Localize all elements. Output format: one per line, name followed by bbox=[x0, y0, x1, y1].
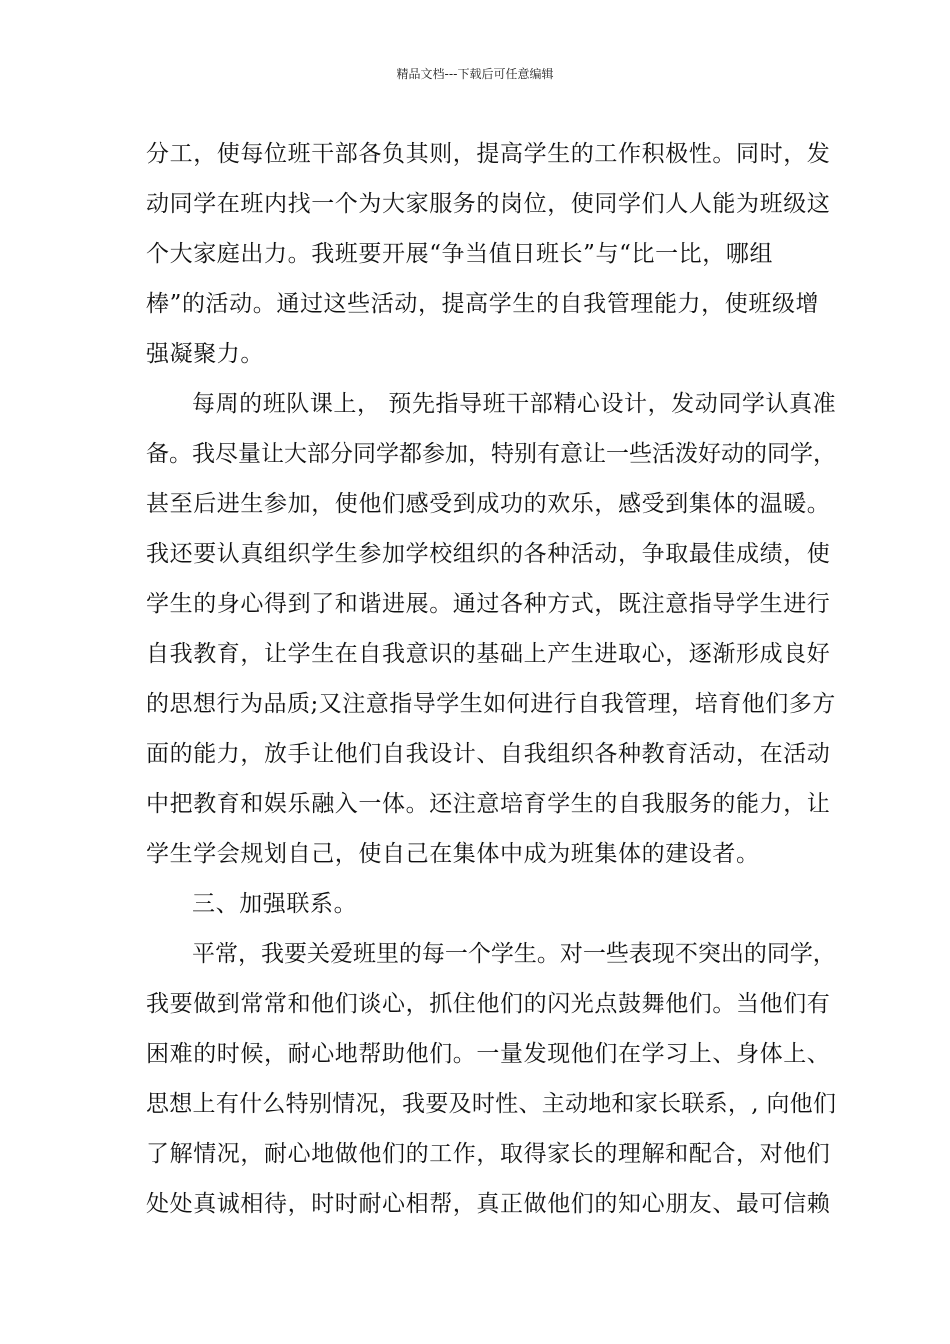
text-line: 中把教育和娱乐融入一体。还注意培育学生的自我服务的能力，让 bbox=[146, 791, 831, 817]
page-header: 精品文档---下载后可任意编辑 bbox=[396, 67, 554, 81]
text-line: 的思想行为品质;又注意指导学生如何进行自我管理，培育他们多方 bbox=[146, 691, 836, 717]
text-line: 自我教育，让学生在自我意识的基础上产生进取心，逐渐形成良好 bbox=[146, 641, 831, 667]
text-line: 强凝聚力。 bbox=[146, 341, 264, 367]
text-line: 分工，使每位班干部各负其则，提高学生的工作积极性。同时，发 bbox=[146, 141, 831, 167]
text-line: 困难的时候，耐心地帮助他们。一量发现他们在学习上、身体上、 bbox=[146, 1041, 831, 1067]
text-line: 我还要认真组织学生参加学校组织的各种活动，争取最佳成绩，使 bbox=[146, 541, 831, 567]
text-line: 处处真诚相待，时时耐心相帮，真正做他们的知心朋友、最可信赖 bbox=[146, 1191, 831, 1217]
text-line: 甚至后进生参加，使他们感受到成功的欢乐，感受到集体的温暖。 bbox=[146, 491, 831, 517]
text-line: 个大家庭出力。我班要开展“争当值日班长”与“比一比，哪组 bbox=[146, 241, 774, 267]
text-line: 棒”的活动。通过这些活动，提高学生的自我管理能力，使班级增 bbox=[146, 291, 820, 317]
text-line: 了解情况，耐心地做他们的工作，取得家长的理解和配合，对他们 bbox=[146, 1141, 831, 1167]
text-line: 三、加强联系。 bbox=[192, 891, 358, 917]
text-line: 每周的班队课上， 预先指导班干部精心设计，发动同学认真准 bbox=[192, 391, 837, 417]
text-line: 思想上有什么特别情况，我要及时性、主动地和家长联系，, 向他们 bbox=[146, 1091, 837, 1117]
text-line: 面的能力，放手让他们自我设计、自我组织各种教育活动，在活动 bbox=[146, 741, 831, 767]
text-line: 我要做到常常和他们谈心，抓住他们的闪光点鼓舞他们。当他们有 bbox=[146, 991, 831, 1017]
body-text bbox=[146, 129, 836, 1229]
text-line: 学生学会规划自己，使自己在集体中成为班集体的建设者。 bbox=[146, 841, 760, 867]
text-line: 平常，我要关爱班里的每一个学生。对一些表现不突出的同学， bbox=[192, 941, 836, 967]
text-line: 动同学在班内找一个为大家服务的岗位，使同学们人人能为班级这 bbox=[146, 191, 831, 217]
text-line: 备。我尽量让大部分同学都参加，特别有意让一些活泼好动的同学， bbox=[146, 441, 836, 467]
text-line: 学生的身心得到了和谐进展。通过各种方式，既注意指导学生进行 bbox=[146, 591, 831, 617]
